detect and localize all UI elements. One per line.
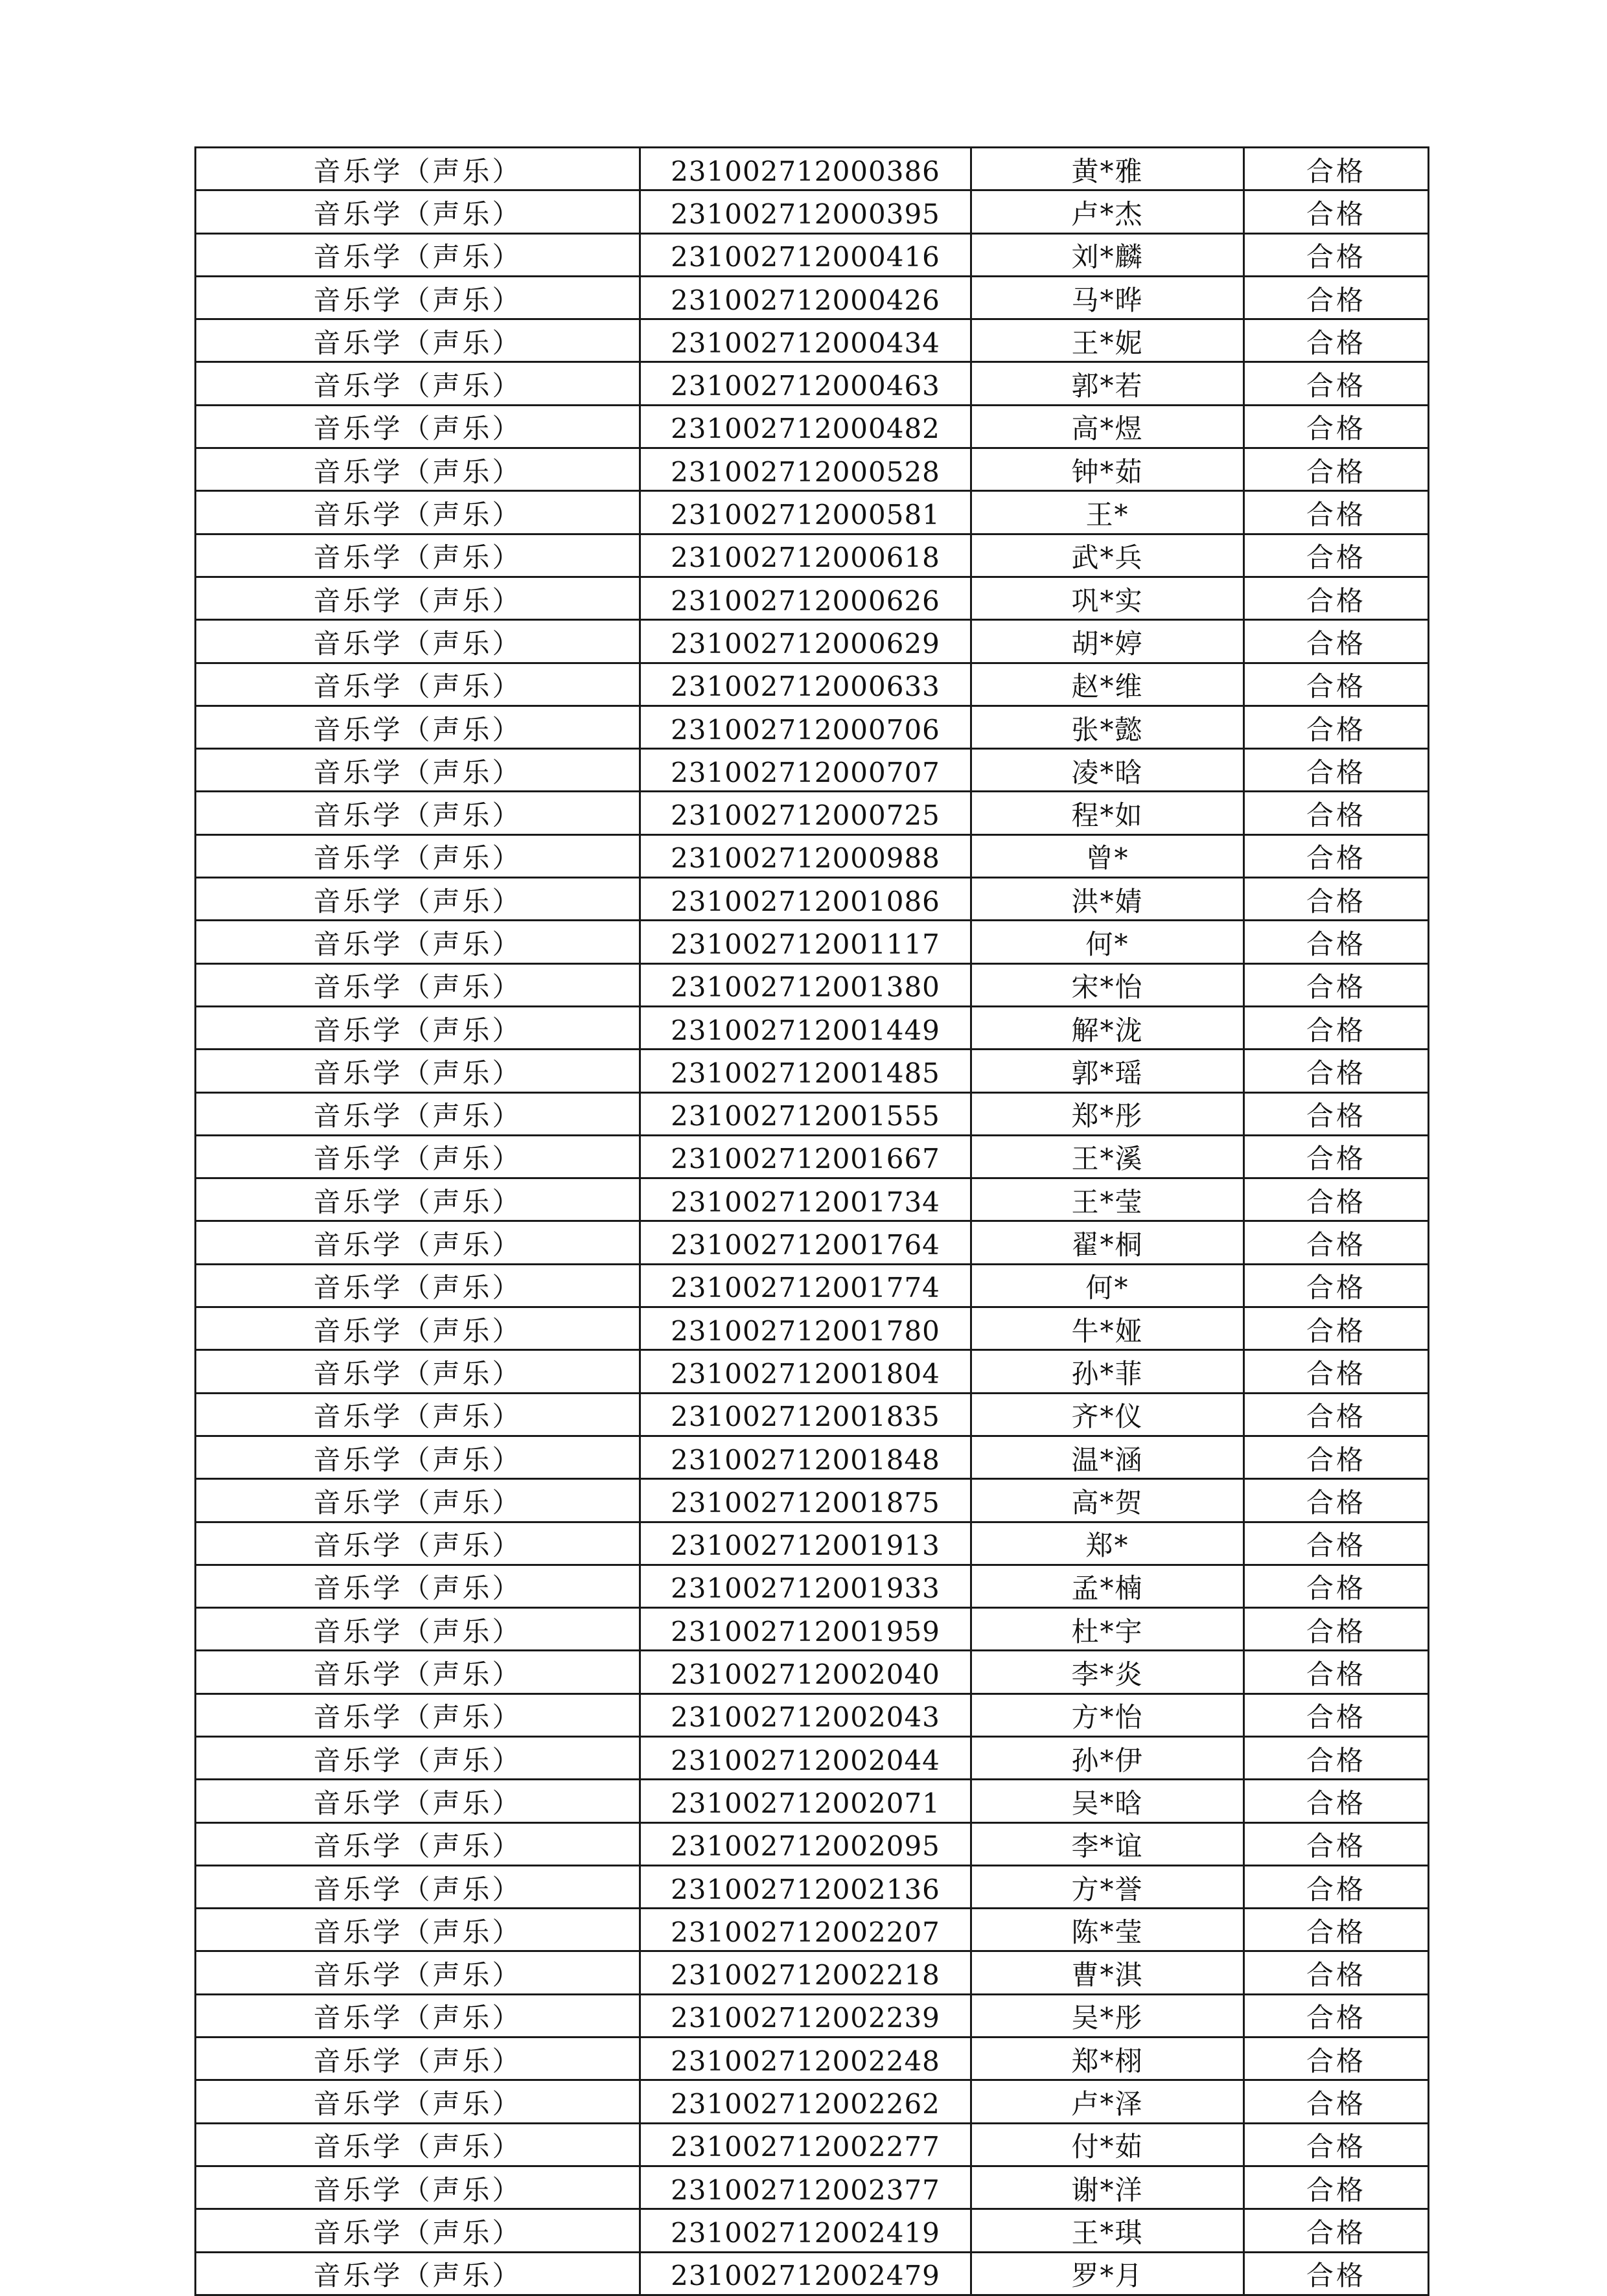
table-row <box>196 1651 1429 1693</box>
result-cell: 合格 <box>1244 1736 1429 1779</box>
candidate-id-cell: 231002712001485 <box>640 1050 971 1092</box>
candidate-id-cell: 231002712002479 <box>640 2252 971 2295</box>
candidate-name-cell: 方*怡 <box>971 1693 1244 1736</box>
candidate-name-cell: 方*誉 <box>971 1865 1244 1908</box>
result-cell: 合格 <box>1244 319 1429 362</box>
major-cell: 音乐学（声乐） <box>196 577 640 619</box>
result-cell: 合格 <box>1244 1393 1429 1436</box>
candidate-name-cell: 牛*娅 <box>971 1307 1244 1350</box>
candidate-id-cell: 231002712000528 <box>640 448 971 491</box>
table-row <box>196 1736 1429 1779</box>
candidate-name-cell: 洪*婧 <box>971 878 1244 921</box>
major-cell: 音乐学（声乐） <box>196 1522 640 1565</box>
table-row <box>196 1178 1429 1221</box>
result-cell: 合格 <box>1244 1780 1429 1822</box>
major-cell: 音乐学（声乐） <box>196 749 640 792</box>
table-row <box>196 1092 1429 1135</box>
result-cell: 合格 <box>1244 2209 1429 2252</box>
candidate-id-cell: 231002712002044 <box>640 1736 971 1779</box>
major-cell: 音乐学（声乐） <box>196 534 640 577</box>
candidate-name-cell: 郑* <box>971 1522 1244 1565</box>
candidate-name-cell: 巩*实 <box>971 577 1244 619</box>
table-row <box>196 1479 1429 1522</box>
result-cell: 合格 <box>1244 1221 1429 1264</box>
table-row <box>196 233 1429 276</box>
major-cell: 音乐学（声乐） <box>196 1350 640 1393</box>
table-row <box>196 148 1429 190</box>
major-cell: 音乐学（声乐） <box>196 1651 640 1693</box>
candidate-id-cell: 231002712001555 <box>640 1092 971 1135</box>
major-cell: 音乐学（声乐） <box>196 620 640 663</box>
candidate-id-cell: 231002712000618 <box>640 534 971 577</box>
candidate-id-cell: 231002712001117 <box>640 921 971 963</box>
candidate-id-cell: 231002712000434 <box>640 319 971 362</box>
table-row <box>196 448 1429 491</box>
candidate-id-cell: 231002712002095 <box>640 1822 971 1865</box>
result-cell: 合格 <box>1244 1522 1429 1565</box>
candidate-name-cell: 黄*雅 <box>971 148 1244 190</box>
table-row <box>196 534 1429 577</box>
result-cell: 合格 <box>1244 276 1429 319</box>
candidate-name-cell: 李*谊 <box>971 1822 1244 1865</box>
major-cell: 音乐学（声乐） <box>196 1135 640 1178</box>
table-row <box>196 1865 1429 1908</box>
table-row <box>196 921 1429 963</box>
table-row <box>196 1050 1429 1092</box>
major-cell: 音乐学（声乐） <box>196 1951 640 1994</box>
major-cell: 音乐学（声乐） <box>196 1865 640 1908</box>
candidate-name-cell: 齐*仪 <box>971 1393 1244 1436</box>
result-cell: 合格 <box>1244 706 1429 748</box>
result-cell: 合格 <box>1244 1307 1429 1350</box>
candidate-name-cell: 解*泷 <box>971 1006 1244 1049</box>
result-cell: 合格 <box>1244 1994 1429 2037</box>
result-cell: 合格 <box>1244 1693 1429 1736</box>
table-row <box>196 1693 1429 1736</box>
candidate-id-cell: 231002712002248 <box>640 2038 971 2080</box>
major-cell: 音乐学（声乐） <box>196 1264 640 1307</box>
candidate-id-cell: 231002712000426 <box>640 276 971 319</box>
table-row <box>196 620 1429 663</box>
candidate-id-cell: 231002712000626 <box>640 577 971 619</box>
table-row <box>196 1780 1429 1822</box>
candidate-name-cell: 付*茹 <box>971 2123 1244 2166</box>
candidate-id-cell: 231002712001848 <box>640 1436 971 1478</box>
candidate-id-cell: 231002712000386 <box>640 148 971 190</box>
candidate-id-cell: 231002712002239 <box>640 1994 971 2037</box>
major-cell: 音乐学（声乐） <box>196 319 640 362</box>
result-cell: 合格 <box>1244 233 1429 276</box>
candidate-name-cell: 温*涵 <box>971 1436 1244 1478</box>
result-cell: 合格 <box>1244 1608 1429 1651</box>
result-cell: 合格 <box>1244 663 1429 706</box>
candidate-id-cell: 231002712002377 <box>640 2166 971 2209</box>
candidate-name-cell: 王*溪 <box>971 1135 1244 1178</box>
table-row <box>196 405 1429 448</box>
candidate-name-cell: 吴*彤 <box>971 1994 1244 2037</box>
candidate-id-cell: 231002712000395 <box>640 190 971 233</box>
candidate-id-cell: 231002712000706 <box>640 706 971 748</box>
result-cell: 合格 <box>1244 1178 1429 1221</box>
candidate-name-cell: 孟*楠 <box>971 1565 1244 1607</box>
major-cell: 音乐学（声乐） <box>196 792 640 834</box>
table-row <box>196 706 1429 748</box>
candidate-name-cell: 高*贺 <box>971 1479 1244 1522</box>
major-cell: 音乐学（声乐） <box>196 834 640 877</box>
table-row <box>196 963 1429 1006</box>
table-row <box>196 1393 1429 1436</box>
candidate-name-cell: 钟*茹 <box>971 448 1244 491</box>
candidate-id-cell: 231002712002207 <box>640 1909 971 1951</box>
candidate-id-cell: 231002712000725 <box>640 792 971 834</box>
result-cell: 合格 <box>1244 1479 1429 1522</box>
candidate-id-cell: 231002712000416 <box>640 233 971 276</box>
result-cell: 合格 <box>1244 148 1429 190</box>
major-cell: 音乐学（声乐） <box>196 276 640 319</box>
candidate-name-cell: 吴*晗 <box>971 1780 1244 1822</box>
candidate-id-cell: 231002712001734 <box>640 1178 971 1221</box>
major-cell: 音乐学（声乐） <box>196 1393 640 1436</box>
result-cell: 合格 <box>1244 362 1429 405</box>
candidate-name-cell: 何* <box>971 921 1244 963</box>
result-cell: 合格 <box>1244 1651 1429 1693</box>
candidate-name-cell: 凌*晗 <box>971 749 1244 792</box>
candidate-id-cell: 231002712000581 <box>640 491 971 534</box>
major-cell: 音乐学（声乐） <box>196 1006 640 1049</box>
major-cell: 音乐学（声乐） <box>196 706 640 748</box>
candidate-name-cell: 宋*怡 <box>971 963 1244 1006</box>
candidate-name-cell: 高*煜 <box>971 405 1244 448</box>
results-table-body <box>196 148 1429 2295</box>
candidate-id-cell: 231002712002419 <box>640 2209 971 2252</box>
candidate-name-cell: 刘*麟 <box>971 233 1244 276</box>
candidate-name-cell: 郑*栩 <box>971 2038 1244 2080</box>
candidate-name-cell: 郭*若 <box>971 362 1244 405</box>
candidate-id-cell: 231002712001764 <box>640 1221 971 1264</box>
major-cell: 音乐学（声乐） <box>196 2252 640 2295</box>
table-row <box>196 749 1429 792</box>
major-cell: 音乐学（声乐） <box>196 362 640 405</box>
candidate-name-cell: 郭*瑶 <box>971 1050 1244 1092</box>
candidate-name-cell: 王*妮 <box>971 319 1244 362</box>
result-cell: 合格 <box>1244 2123 1429 2166</box>
candidate-name-cell: 李*炎 <box>971 1651 1244 1693</box>
result-cell: 合格 <box>1244 834 1429 877</box>
candidate-id-cell: 231002712001804 <box>640 1350 971 1393</box>
candidate-id-cell: 231002712000707 <box>640 749 971 792</box>
candidate-name-cell: 孙*菲 <box>971 1350 1244 1393</box>
table-row <box>196 1951 1429 1994</box>
major-cell: 音乐学（声乐） <box>196 2166 640 2209</box>
table-row <box>196 1436 1429 1478</box>
candidate-id-cell: 231002712001774 <box>640 1264 971 1307</box>
table-row <box>196 2080 1429 2123</box>
table-row <box>196 319 1429 362</box>
major-cell: 音乐学（声乐） <box>196 1050 640 1092</box>
result-cell: 合格 <box>1244 921 1429 963</box>
table-row <box>196 878 1429 921</box>
major-cell: 音乐学（声乐） <box>196 1565 640 1607</box>
candidate-name-cell: 何* <box>971 1264 1244 1307</box>
result-cell: 合格 <box>1244 963 1429 1006</box>
result-cell: 合格 <box>1244 534 1429 577</box>
result-cell: 合格 <box>1244 577 1429 619</box>
major-cell: 音乐学（声乐） <box>196 148 640 190</box>
major-cell: 音乐学（声乐） <box>196 1436 640 1478</box>
candidate-id-cell: 231002712001875 <box>640 1479 971 1522</box>
candidate-name-cell: 杜*宇 <box>971 1608 1244 1651</box>
table-row <box>196 1307 1429 1350</box>
result-cell: 合格 <box>1244 405 1429 448</box>
table-row <box>196 2123 1429 2166</box>
result-cell: 合格 <box>1244 1909 1429 1951</box>
candidate-name-cell: 王*莹 <box>971 1178 1244 1221</box>
candidate-name-cell: 王* <box>971 491 1244 534</box>
result-cell: 合格 <box>1244 491 1429 534</box>
table-row <box>196 1006 1429 1049</box>
candidate-name-cell: 马*晔 <box>971 276 1244 319</box>
candidate-name-cell: 武*兵 <box>971 534 1244 577</box>
major-cell: 音乐学（声乐） <box>196 1994 640 2037</box>
candidate-id-cell: 231002712002218 <box>640 1951 971 1994</box>
results-table <box>194 146 1429 2296</box>
result-cell: 合格 <box>1244 620 1429 663</box>
result-cell: 合格 <box>1244 1135 1429 1178</box>
major-cell: 音乐学（声乐） <box>196 405 640 448</box>
table-row <box>196 1994 1429 2037</box>
candidate-name-cell: 谢*洋 <box>971 2166 1244 2209</box>
table-row <box>196 834 1429 877</box>
candidate-name-cell: 卢*杰 <box>971 190 1244 233</box>
candidate-id-cell: 231002712002136 <box>640 1865 971 1908</box>
table-row <box>196 792 1429 834</box>
candidate-name-cell: 胡*婷 <box>971 620 1244 663</box>
table-row <box>196 491 1429 534</box>
result-cell: 合格 <box>1244 448 1429 491</box>
candidate-id-cell: 231002712001933 <box>640 1565 971 1607</box>
major-cell: 音乐学（声乐） <box>196 1736 640 1779</box>
candidate-id-cell: 231002712001380 <box>640 963 971 1006</box>
result-cell: 合格 <box>1244 1350 1429 1393</box>
candidate-id-cell: 231002712001667 <box>640 1135 971 1178</box>
candidate-id-cell: 231002712001086 <box>640 878 971 921</box>
candidate-id-cell: 231002712002262 <box>640 2080 971 2123</box>
candidate-name-cell: 曹*淇 <box>971 1951 1244 1994</box>
table-row <box>196 1221 1429 1264</box>
major-cell: 音乐学（声乐） <box>196 1092 640 1135</box>
result-cell: 合格 <box>1244 2166 1429 2209</box>
result-cell: 合格 <box>1244 1264 1429 1307</box>
major-cell: 音乐学（声乐） <box>196 190 640 233</box>
result-cell: 合格 <box>1244 1951 1429 1994</box>
table-row <box>196 2252 1429 2295</box>
table-row <box>196 1350 1429 1393</box>
table-row <box>196 1822 1429 1865</box>
candidate-id-cell: 231002712002277 <box>640 2123 971 2166</box>
candidate-id-cell: 231002712001959 <box>640 1608 971 1651</box>
candidate-name-cell: 翟*桐 <box>971 1221 1244 1264</box>
candidate-id-cell: 231002712001780 <box>640 1307 971 1350</box>
candidate-name-cell: 陈*莹 <box>971 1909 1244 1951</box>
candidate-name-cell: 孙*伊 <box>971 1736 1244 1779</box>
candidate-name-cell: 王*琪 <box>971 2209 1244 2252</box>
table-row <box>196 276 1429 319</box>
candidate-id-cell: 231002712000482 <box>640 405 971 448</box>
result-cell: 合格 <box>1244 1565 1429 1607</box>
candidate-name-cell: 郑*彤 <box>971 1092 1244 1135</box>
major-cell: 音乐学（声乐） <box>196 2038 640 2080</box>
result-cell: 合格 <box>1244 1006 1429 1049</box>
major-cell: 音乐学（声乐） <box>196 1780 640 1822</box>
table-row <box>196 1522 1429 1565</box>
result-cell: 合格 <box>1244 1822 1429 1865</box>
major-cell: 音乐学（声乐） <box>196 2209 640 2252</box>
result-cell: 合格 <box>1244 792 1429 834</box>
result-cell: 合格 <box>1244 2038 1429 2080</box>
table-row <box>196 362 1429 405</box>
major-cell: 音乐学（声乐） <box>196 921 640 963</box>
candidate-name-cell: 张*懿 <box>971 706 1244 748</box>
major-cell: 音乐学（声乐） <box>196 1822 640 1865</box>
major-cell: 音乐学（声乐） <box>196 448 640 491</box>
candidate-name-cell: 卢*泽 <box>971 2080 1244 2123</box>
table-row <box>196 1135 1429 1178</box>
candidate-id-cell: 231002712000988 <box>640 834 971 877</box>
major-cell: 音乐学（声乐） <box>196 2080 640 2123</box>
candidate-name-cell: 曾* <box>971 834 1244 877</box>
table-row <box>196 2166 1429 2209</box>
major-cell: 音乐学（声乐） <box>196 491 640 534</box>
major-cell: 音乐学（声乐） <box>196 1221 640 1264</box>
major-cell: 音乐学（声乐） <box>196 663 640 706</box>
candidate-id-cell: 231002712002071 <box>640 1780 971 1822</box>
candidate-id-cell: 231002712000629 <box>640 620 971 663</box>
table-row <box>196 1264 1429 1307</box>
candidate-name-cell: 程*如 <box>971 792 1244 834</box>
major-cell: 音乐学（声乐） <box>196 1693 640 1736</box>
candidate-id-cell: 231002712001449 <box>640 1006 971 1049</box>
result-cell: 合格 <box>1244 190 1429 233</box>
table-row <box>196 2038 1429 2080</box>
table-row <box>196 190 1429 233</box>
result-cell: 合格 <box>1244 1436 1429 1478</box>
result-cell: 合格 <box>1244 1092 1429 1135</box>
table-row <box>196 2209 1429 2252</box>
major-cell: 音乐学（声乐） <box>196 878 640 921</box>
candidate-id-cell: 231002712001835 <box>640 1393 971 1436</box>
major-cell: 音乐学（声乐） <box>196 1608 640 1651</box>
major-cell: 音乐学（声乐） <box>196 1307 640 1350</box>
table-row <box>196 1909 1429 1951</box>
major-cell: 音乐学（声乐） <box>196 1479 640 1522</box>
table-row <box>196 1565 1429 1607</box>
result-cell: 合格 <box>1244 749 1429 792</box>
candidate-id-cell: 231002712002040 <box>640 1651 971 1693</box>
table-row <box>196 577 1429 619</box>
table-row <box>196 1608 1429 1651</box>
result-cell: 合格 <box>1244 1050 1429 1092</box>
major-cell: 音乐学（声乐） <box>196 2123 640 2166</box>
result-cell: 合格 <box>1244 2080 1429 2123</box>
candidate-name-cell: 赵*维 <box>971 663 1244 706</box>
candidate-id-cell: 231002712001913 <box>640 1522 971 1565</box>
result-cell: 合格 <box>1244 2252 1429 2295</box>
result-cell: 合格 <box>1244 1865 1429 1908</box>
major-cell: 音乐学（声乐） <box>196 963 640 1006</box>
major-cell: 音乐学（声乐） <box>196 233 640 276</box>
candidate-name-cell: 罗*月 <box>971 2252 1244 2295</box>
result-cell: 合格 <box>1244 878 1429 921</box>
major-cell: 音乐学（声乐） <box>196 1178 640 1221</box>
major-cell: 音乐学（声乐） <box>196 1909 640 1951</box>
candidate-id-cell: 231002712000633 <box>640 663 971 706</box>
candidate-id-cell: 231002712000463 <box>640 362 971 405</box>
candidate-id-cell: 231002712002043 <box>640 1693 971 1736</box>
table-row <box>196 663 1429 706</box>
